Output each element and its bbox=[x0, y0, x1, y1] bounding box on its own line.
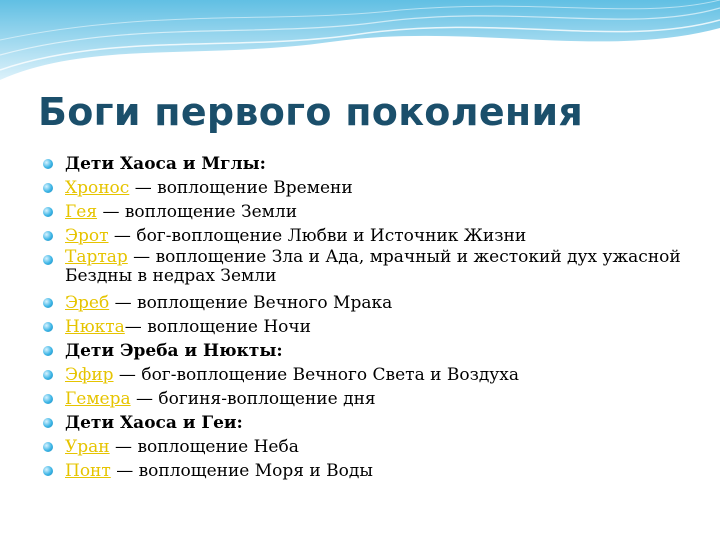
bullet-icon bbox=[43, 442, 53, 452]
description-text: — воплощение Ночи bbox=[124, 317, 311, 337]
god-link[interactable]: Гемера bbox=[65, 389, 131, 409]
description-text: — воплощение Времени bbox=[129, 178, 353, 198]
bullet-icon bbox=[43, 255, 53, 265]
list-item bbox=[43, 291, 683, 315]
description-text: — воплощение Моря и Воды bbox=[110, 461, 373, 481]
god-link[interactable]: Уран bbox=[65, 437, 110, 457]
list-item bbox=[43, 435, 683, 459]
god-link[interactable]: Нюкта bbox=[65, 317, 125, 337]
bullet-icon bbox=[43, 346, 53, 356]
bullet-icon bbox=[43, 394, 53, 404]
bullet-icon bbox=[43, 183, 53, 193]
description-text: — богиня-воплощение дня bbox=[130, 389, 376, 409]
description-text: — бог-воплощение Вечного Света и Воздуха bbox=[113, 365, 520, 385]
bullet-icon bbox=[43, 159, 53, 169]
group-header-text: Дети Хаоса и Геи: bbox=[65, 413, 243, 433]
list-item bbox=[43, 459, 683, 483]
description-text: — воплощение Земли bbox=[97, 202, 298, 222]
list-item bbox=[43, 176, 683, 200]
slide-title: Боги первого поколения bbox=[38, 90, 584, 134]
god-link[interactable]: Эрот bbox=[65, 226, 109, 246]
group-header-text: Дети Эреба и Нюкты: bbox=[65, 341, 283, 361]
description-text: — воплощение Неба bbox=[109, 437, 299, 457]
description-text: — бог-воплощение Любви и Источник Жизни bbox=[108, 226, 527, 246]
list-item bbox=[43, 248, 683, 286]
gods-list bbox=[43, 152, 683, 483]
bullet-icon bbox=[43, 231, 53, 241]
list-item bbox=[43, 363, 683, 387]
list-item bbox=[43, 224, 683, 248]
god-link[interactable]: Эфир bbox=[65, 365, 114, 385]
god-link[interactable]: Эреб bbox=[65, 293, 110, 313]
list-item bbox=[43, 387, 683, 411]
bullet-icon bbox=[43, 418, 53, 428]
bullet-icon bbox=[43, 207, 53, 217]
group-header bbox=[43, 411, 683, 435]
group-header bbox=[43, 339, 683, 363]
god-link[interactable]: Хронос bbox=[65, 178, 130, 198]
god-link[interactable]: Гея bbox=[65, 202, 98, 222]
bullet-icon bbox=[43, 370, 53, 380]
list-item bbox=[43, 315, 683, 339]
bullet-icon bbox=[43, 322, 53, 332]
god-link[interactable]: Тартар bbox=[65, 247, 128, 267]
bullet-icon bbox=[43, 298, 53, 308]
header-wave-decoration bbox=[0, 0, 720, 90]
bullet-icon bbox=[43, 466, 53, 476]
group-header-text: Дети Хаоса и Мглы: bbox=[65, 154, 266, 174]
group-header bbox=[43, 152, 683, 176]
description-text: — воплощение Зла и Ада, мрачный и жестокий дух ужасной Бездны в недрах Земли bbox=[65, 247, 681, 286]
description-text: — воплощение Вечного Мрака bbox=[109, 293, 393, 313]
list-item bbox=[43, 200, 683, 224]
god-link[interactable]: Понт bbox=[65, 461, 111, 481]
